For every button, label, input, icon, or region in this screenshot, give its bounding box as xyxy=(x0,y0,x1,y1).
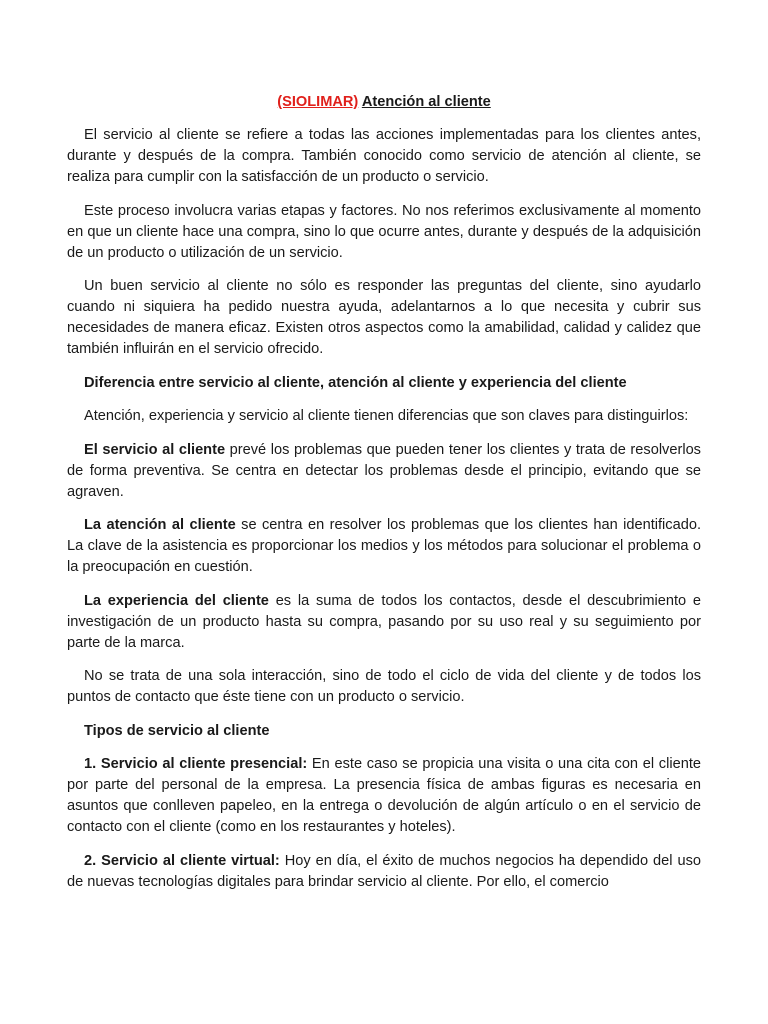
paragraph-5-text: prevé los problemas que pueden tener los clientes y trata de resolverlos de forma preventiva. Se centra en detectar los problemas desde el principio, evitando que se agraven. xyxy=(67,441,701,500)
paragraph-5-bold: El servicio al cliente xyxy=(84,441,226,458)
document-title xyxy=(67,92,701,113)
paragraph-7-text: es la suma de todos los contactos, desde el descubrimiento e investigación de un producto hasta su compra, pasando por su uso real y su seguimiento por parte de la marca. xyxy=(67,592,702,651)
paragraph-7 xyxy=(67,591,701,654)
section-heading-tipos: Tipos de servicio al cliente xyxy=(84,722,270,739)
paragraph-5 xyxy=(67,440,701,503)
paragraph-4: Atención, experiencia y servicio al cliente tienen diferencias que son claves para distinguirlos: xyxy=(84,408,689,424)
paragraph-2: Este proceso involucra varias etapas y factores. No nos referimos exclusivamente al momento en que un cliente hace una compra, sino lo que ocurre antes, durante y después de la adquisición de un producto o utilización de un servicio. xyxy=(67,202,701,261)
paragraph-1: El servicio al cliente se refiere a todas las acciones implementadas para los clientes antes, durante y después de la compra. También conocido como servicio de atención al cliente, se realiza para cumplir con la satisfacción de un producto o servicio. xyxy=(67,127,701,185)
paragraph-10-bold: 2. Servicio al cliente virtual: xyxy=(84,852,280,869)
section-heading-diferencia: Diferencia entre servicio al cliente, atención al cliente y experiencia del cliente xyxy=(84,374,627,391)
paragraph-6 xyxy=(67,515,701,578)
paragraph-9-bold: 1. Servicio al cliente presencial: xyxy=(84,756,308,772)
paragraph-8: No se trata de una sola interacción, sino de todo el ciclo de vida del cliente y de todos los puntos de contacto que éste tiene con un producto o servicio. xyxy=(67,668,701,705)
paragraph-6-text: se centra en resolver los problemas que los clientes han identificado. La clave de la asistencia es proporcionar los medios y los métodos para solucionar el problema o la preocupación en cuestión. xyxy=(67,517,701,575)
paragraph-9-text: En este caso se propicia una visita o una cita con el cliente por parte del personal de la empresa. La presencia física de ambas figuras es necesaria en asuntos que conlleven papeleo, en la entrega o devolución de algún artículo o en el servicio de contacto con el cliente (como en los restaurantes y hoteles). xyxy=(67,756,701,835)
paragraph-10-text: Hoy en día, el éxito de muchos negocios ha dependido del uso de nuevas tecnologías digitales para brindar servicio al cliente. Por ello, el comercio xyxy=(67,852,701,890)
paragraph-6-bold: La atención al cliente xyxy=(84,517,236,533)
paragraph-7-bold: La experiencia del cliente xyxy=(84,592,269,609)
paragraph-9 xyxy=(67,754,701,838)
paragraph-10 xyxy=(67,851,701,893)
title-tag: (SIOLIMAR) xyxy=(277,94,359,110)
paragraph-3: Un buen servicio al cliente no sólo es responder las preguntas del cliente, sino ayudarlo cuando ni siquiera ha pedido nuestra ayuda, adelantarnos a lo que necesita y cubrir sus necesidades de manera eficaz. Existen otros aspectos como la amabilidad, calidad y calidez que también influirán en el servicio ofrecido. xyxy=(67,278,701,357)
title-main: Atención al cliente xyxy=(361,94,491,110)
